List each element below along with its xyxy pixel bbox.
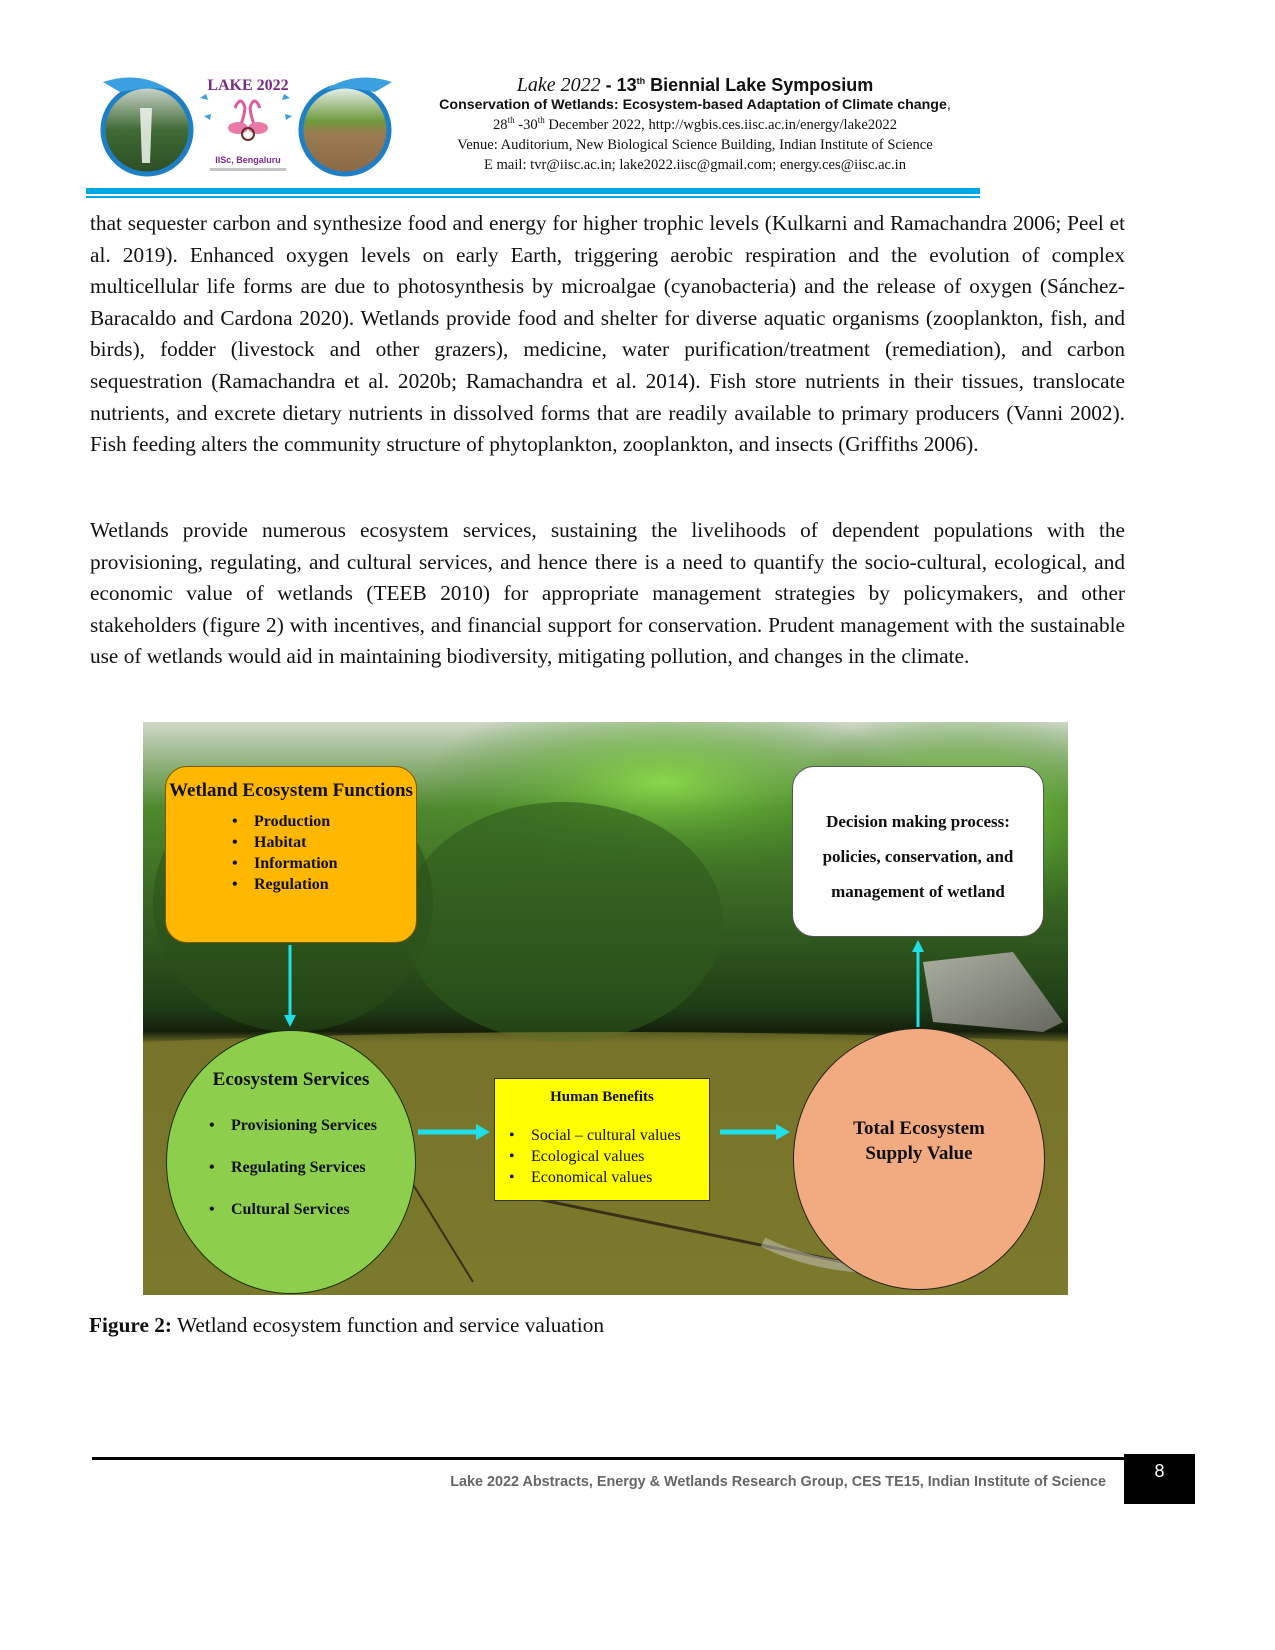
benefits-title: Human Benefits: [550, 1089, 654, 1105]
conference-venue: Venue: Auditorium, New Biological Science Building, Indian Institute of Science: [457, 137, 933, 153]
services-title: Ecosystem Services: [212, 1069, 370, 1090]
decision-text: [793, 804, 1043, 909]
functions-title: Wetland Ecosystem Functions: [169, 780, 413, 801]
body-paragraph-1: that sequester carbon and synthesize food and energy for higher trophic levels (Kulkarni and Ramachandra 2006; Peel et al. 2019). Enhanced oxygen levels on early Earth, triggering aerobic respiration and the evolution of complex multicellular life forms are due to photosynthesis by microalgae (cyanobacteria) and the release of oxygen (Sánchez-Baracaldo and Cardona 2020). Wetlands provide food and shelter for diverse aquatic organisms (zooplankton, fish, and birds), fodder (livestock and other grazers), medicine, water purification/treatment (remediation), and carbon sequestration (Ramachandra et al. 2020b; Ramachandra et al. 2014). Fish store nutrients in their tissues, translocate nutrients, and excrete dietary nutrients in dissolved forms that are readily available to primary producers (Vanni 2002). Fish feeding alters the community structure of phytoplankton, zooplankton, and insects (Griffiths 2006).: [90, 211, 1125, 457]
dates-url: December 2022, http://wgbis.ces.iisc.ac.in/energy/lake2022: [544, 117, 898, 133]
logo-subtitle: IISc, Bengaluru: [215, 155, 281, 165]
title-lake: Lake 2022: [516, 74, 601, 96]
service-item: • Cultural Services: [231, 1189, 415, 1231]
title-dash: -: [600, 75, 617, 95]
function-item: • Information: [254, 853, 416, 874]
logo-title: LAKE 2022: [207, 77, 289, 94]
function-item: • Regulation: [254, 874, 416, 895]
service-item: • Provisioning Services: [231, 1105, 415, 1147]
conference-header: [390, 74, 1000, 175]
theme-text: Conservation of Wetlands: Ecosystem-based Adaptation of Climate change: [439, 97, 947, 113]
ecosystem-services-circle: [166, 1030, 416, 1294]
human-benefits-box: [494, 1078, 710, 1201]
total-value-circle: [793, 1028, 1045, 1290]
figure-caption: [89, 1313, 604, 1338]
title-sup: th: [636, 76, 646, 86]
functions-list: [166, 811, 416, 895]
caption-text: Wetland ecosystem function and service valuation: [172, 1313, 604, 1337]
total-value-text: [794, 1116, 1044, 1166]
figure-2: [143, 722, 1068, 1295]
ecosystem-functions-box: [165, 766, 417, 943]
decision-line: management of wetland: [831, 882, 1005, 901]
benefit-item: • Ecological values: [531, 1146, 709, 1167]
page-number: 8: [1124, 1454, 1195, 1504]
title-rest: Biennial Lake Symposium: [645, 75, 874, 95]
conference-dates: [390, 115, 1000, 135]
footer-text: Lake 2022 Abstracts, Energy & Wetlands Research Group, CES TE15, Indian Institute of Science: [450, 1474, 1106, 1490]
conference-title: [390, 74, 1000, 96]
decision-line: policies, conservation, and: [822, 847, 1014, 866]
header-rule-thick: [86, 188, 980, 194]
header-rule-thin: [86, 196, 980, 198]
service-item: • Regulating Services: [231, 1147, 415, 1189]
theme-comma: ,: [946, 97, 951, 113]
caption-label: Figure 2:: [89, 1313, 173, 1337]
services-list: [167, 1105, 415, 1231]
dates-sup1: th: [507, 115, 515, 126]
total-value-line: Total Ecosystem: [853, 1118, 985, 1139]
dates-sup2: th: [537, 115, 545, 126]
function-item: • Production: [254, 811, 416, 832]
footer-rule: [92, 1457, 1124, 1460]
benefit-item: • Economical values: [531, 1167, 709, 1188]
title-number: 13: [616, 75, 637, 95]
body-paragraph-2: Wetlands provide numerous ecosystem services, sustaining the livelihoods of dependent populations with the provisioning, regulating, and cultural services, and hence there is a need to quantify the socio-cultural, ecological, and economic value of wetlands (TEEB 2010) for appropriate management strategies by policymakers, and other stakeholders (figure 2) with incentives, and financial support for conservation. Prudent management with the sustainable use of wetlands would aid in maintaining biodiversity, mitigating pollution, and changes in the climate.: [90, 518, 1125, 669]
conference-email: E mail: tvr@iisc.ac.in; lake2022.iisc@gmail.com; energy.ces@iisc.ac.in: [483, 157, 907, 173]
benefit-item: • Social – cultural values: [531, 1125, 709, 1146]
decision-line: Decision making process:: [826, 812, 1010, 831]
benefits-list: [495, 1125, 709, 1188]
function-item: • Habitat: [254, 832, 416, 853]
dates-day2: -30: [514, 117, 538, 133]
lake-2022-logo: [100, 68, 395, 183]
dates-day1: 28: [492, 117, 508, 133]
conference-theme: [390, 96, 1000, 115]
decision-making-box: [792, 766, 1044, 937]
total-value-line: Supply Value: [865, 1143, 973, 1164]
